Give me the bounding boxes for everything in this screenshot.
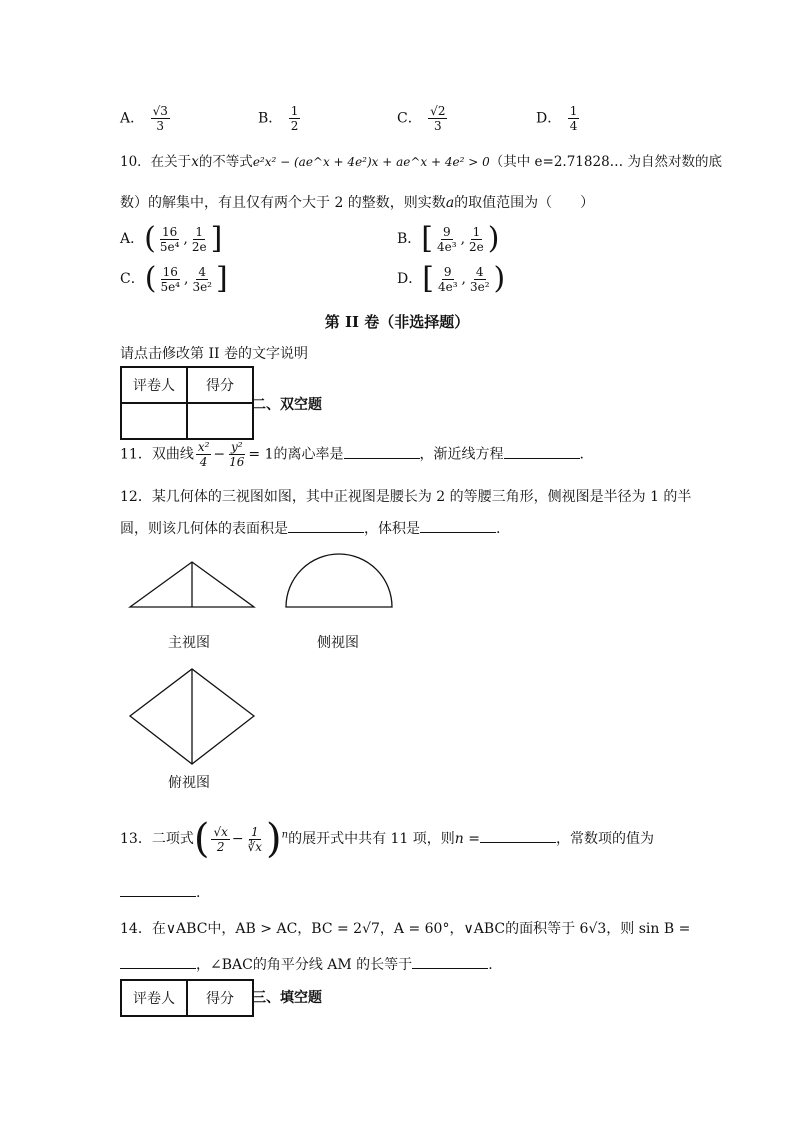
top-view-rhombus (130, 669, 254, 764)
side-view-semicircle (286, 554, 392, 607)
q9-option-a-value (151, 104, 170, 133)
frac-num: 4 (198, 264, 207, 279)
answer-blank[interactable] (120, 954, 196, 969)
q10-mid: 的不等式 (198, 154, 253, 170)
frac-num: √2 (430, 104, 446, 118)
frac-num: 1 (290, 104, 299, 118)
q9-option-b (258, 104, 302, 133)
frac-den: 3e² (192, 279, 212, 294)
frac-num: 9 (443, 264, 452, 279)
q13-mid2: ，常数项的值为 (556, 831, 654, 847)
part2-note: 请点击修改第 II 卷的文字说明 (120, 346, 308, 362)
frac-num: 1 (472, 224, 481, 239)
q11-mid2: ，渐近线方程 (419, 446, 504, 463)
q12-line1: 12．某几何体的三视图如图，其中正视图是腰长为 2 的等腰三角形，侧视图是半径为 1 的半 (120, 489, 692, 505)
frac-num: √3 (152, 104, 168, 118)
q11: 11．双曲线 $\frac{\text{x²}}{4}$ − $\frac{\text{y²}}{16}$ = 1的离心率是 ，渐近线方程 . (120, 440, 584, 469)
frac-num: x² (197, 440, 210, 454)
q10-prefix: 10．在关于 (120, 154, 192, 170)
frac-num: y² (230, 440, 243, 454)
grader-label: 评卷人 (121, 367, 187, 403)
q10-option-b: B．[ $\frac{9}{\text{4e³}}$ , $\frac{1}{2e}$ ) (397, 221, 500, 256)
q10-line2 (120, 192, 594, 212)
q10-option-a: A．( $\frac{16}{\text{5e⁴}}$ , $\frac{1}{2e}$ ] (120, 221, 223, 256)
q9-option-c (397, 104, 449, 133)
q10-line2-var: a (445, 195, 455, 211)
q9-option-d-value (568, 104, 580, 133)
frac-den: 5e⁴ (159, 239, 180, 254)
grader-cell[interactable] (121, 403, 187, 439)
q13-line2 (120, 882, 200, 901)
q14-line1: 14．在∨ABC中，AB > AC，BC = 2√7，A = 60°，∨ABC的面积等于 6√3，则 sin B = (120, 921, 691, 937)
answer-blank[interactable] (480, 828, 556, 843)
q14-end: . (488, 957, 493, 973)
q10-option-c: C．( $\frac{16}{\text{5e⁴}}$ , $\frac{4}{\text{3e²}}$ ] (120, 261, 228, 296)
q14-line2 (120, 954, 493, 974)
top-view-label: 俯视图 (168, 775, 210, 791)
q13-line1: 13．二项式( $\frac{√x}{2}$ − $\frac{1}{∛x}$ )$^n$的展开式中共有 11 项，则n = ，常数项的值为 (120, 816, 654, 862)
answer-blank[interactable] (120, 882, 196, 897)
section-heading-2: 二、双空题 (252, 397, 322, 413)
q13-prefix: 13．二项式 (120, 831, 194, 847)
frac-den: 2 (216, 839, 225, 854)
score-label: 得分 (187, 367, 253, 403)
frac-num: 16 (162, 264, 178, 279)
q9-option-d (536, 104, 581, 133)
grading-table-3 (120, 979, 254, 1017)
grader-label: 评卷人 (121, 980, 187, 1016)
front-view-triangle (130, 562, 254, 607)
q13-n: n = (454, 831, 480, 847)
q10-line2-end: 的取值范围为（ ） (454, 195, 595, 211)
frac-den: 4e³ (437, 239, 457, 254)
q9-option-d-label: D． (536, 110, 562, 127)
frac-num: 4 (475, 264, 484, 279)
frac-den: 5e⁴ (160, 279, 180, 294)
q11-mid: 的离心率是 (273, 446, 344, 463)
q10-option-a-label: A． (120, 231, 145, 247)
frac-den: 3 (433, 119, 442, 133)
answer-blank[interactable] (344, 444, 420, 459)
frac-den: 4 (199, 455, 208, 469)
q12-end: . (496, 521, 501, 537)
part2-title: 第 II 卷（非选择题） (324, 313, 470, 331)
q14-mid: ，∠BAC的角平分线 AM 的长等于 (196, 957, 413, 973)
q11-eq: = 1 (248, 446, 274, 463)
q10-option-d-label: D． (397, 271, 423, 287)
grading-table-2 (120, 366, 254, 440)
q9-option-a-label: A． (120, 110, 145, 127)
q10-suffix: （其中 e=2.71828… 为自然对数的底 (489, 154, 722, 170)
frac-den: 2e (469, 239, 484, 254)
answer-blank[interactable] (288, 518, 364, 533)
frac-num: 16 (161, 224, 178, 239)
frac-num: 1 (250, 824, 259, 839)
q9-option-c-value (428, 104, 447, 133)
q10-option-c-label: C． (120, 271, 145, 287)
q12-mid: ，体积是 (364, 521, 420, 537)
q10-line1 (120, 150, 722, 170)
q10-option-d: D．[ $\frac{9}{\text{4e³}}$ , $\frac{4}{\text{3e²}}$ ) (397, 261, 506, 296)
frac-den: 2e (191, 239, 207, 254)
q10-var: x (191, 154, 199, 170)
answer-blank[interactable] (504, 444, 580, 459)
front-view-label: 主视图 (168, 635, 210, 651)
q9-option-a (120, 104, 172, 133)
score-cell[interactable] (187, 403, 253, 439)
frac-num: 1 (569, 104, 578, 118)
q12-line2 (120, 518, 500, 538)
q9-option-b-value (289, 104, 301, 133)
score-label: 得分 (187, 980, 253, 1016)
q10-expression: e²x² − (ae^x + 4e²)x + ae^x + 4e² > 0 (252, 155, 490, 169)
frac-den: 4e³ (437, 279, 458, 294)
q13-end: . (196, 885, 201, 901)
frac-num: √x (213, 824, 228, 839)
frac-den: 3e² (469, 279, 490, 294)
frac-den: 4 (569, 119, 578, 133)
frac-den: 16 (229, 455, 245, 469)
q13-mid: 的展开式中共有 11 项，则 (288, 831, 455, 847)
q12-line2-text: 圆，则该几何体的表面积是 (120, 521, 288, 537)
answer-blank[interactable] (412, 954, 488, 969)
frac-den: 3 (156, 119, 165, 133)
section-heading-3: 三、填空题 (252, 990, 322, 1006)
q9-option-c-label: C． (397, 110, 422, 127)
answer-blank[interactable] (420, 518, 496, 533)
side-view-label: 侧视图 (317, 635, 359, 651)
q11-end: . (579, 446, 584, 463)
frac-num: 1 (195, 224, 204, 239)
q9-option-b-label: B． (258, 110, 283, 127)
q13-exponent: n (281, 829, 289, 841)
frac-den: ∛x (247, 839, 263, 854)
q10-line2-text: 数）的解集中，有且仅有两个大于 2 的整数，则实数 (120, 195, 446, 211)
q10-option-b-label: B． (397, 231, 422, 247)
frac-num: 9 (442, 224, 451, 239)
frac-den: 2 (290, 119, 299, 133)
q11-prefix: 11．双曲线 (120, 446, 194, 463)
